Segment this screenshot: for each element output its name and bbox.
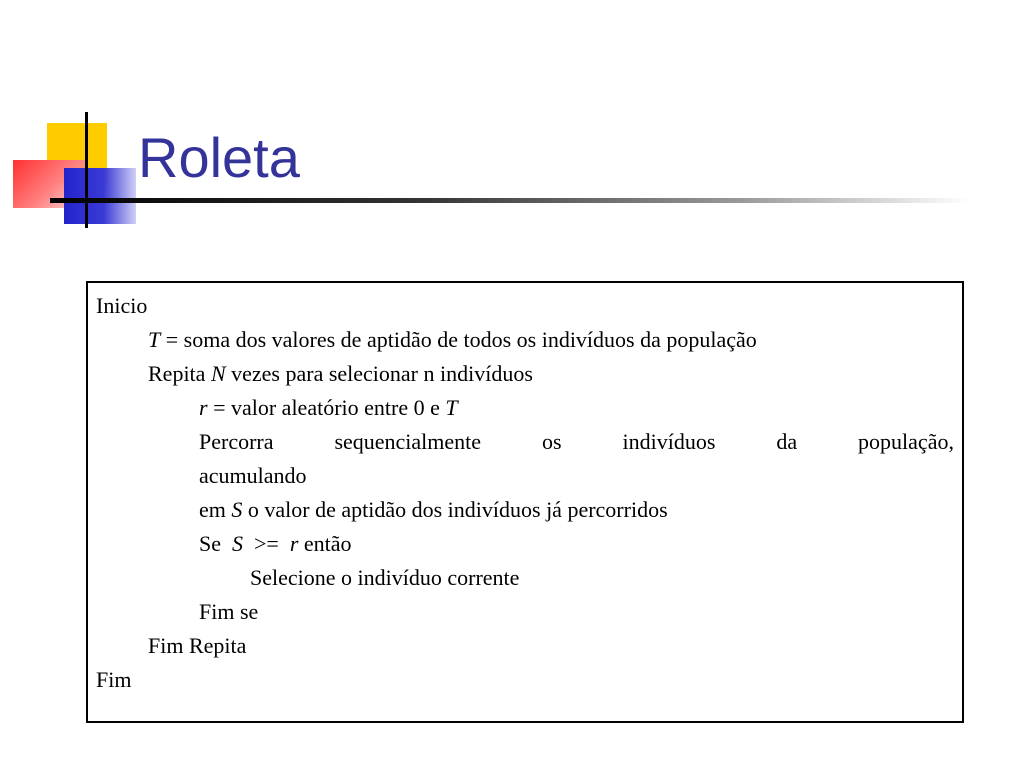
- logo-vertical-line: [85, 112, 88, 228]
- algo-select: Selecione o indivíduo corrente: [250, 565, 520, 590]
- algo-if-op: >=: [243, 531, 290, 556]
- algo-line-accumulate: [96, 493, 954, 527]
- algo-repeat-post: vezes para selecionar n indivíduos: [225, 361, 533, 386]
- algo-traverse-word: Percorra: [199, 429, 274, 454]
- algo-accumulate-post: o valor de aptidão dos indivíduos já percorridos: [242, 497, 668, 522]
- algo-line-endif: [96, 595, 954, 629]
- algo-random-text: = valor aleatório entre 0 e: [207, 395, 446, 420]
- algo-traverse-cont: acumulando: [199, 463, 307, 488]
- slide-logo-decoration: [0, 0, 150, 240]
- var-S-2: S: [232, 531, 243, 556]
- algo-line-traverse-cont: [96, 459, 954, 493]
- algo-line-repeat: [96, 357, 954, 391]
- algo-traverse-word: população,: [858, 429, 954, 454]
- algo-line-select: [96, 561, 954, 595]
- algo-traverse-word: sequencialmente: [334, 429, 482, 454]
- algo-endif: Fim se: [199, 599, 259, 624]
- algo-line-if: [96, 527, 954, 561]
- algo-traverse-word: os: [542, 429, 562, 454]
- algo-line-random: [96, 391, 954, 425]
- algo-line-traverse: [96, 425, 954, 459]
- algo-total-text: = soma dos valores de aptidão de todos os indivíduos da população: [160, 327, 757, 352]
- algo-accumulate-pre: em: [199, 497, 232, 522]
- algo-traverse-word: da: [776, 429, 798, 454]
- var-r-2: r: [289, 531, 299, 556]
- var-T-2: T: [445, 395, 458, 420]
- var-r: r: [199, 395, 208, 420]
- logo-blue-square: [64, 168, 136, 224]
- algo-line-end: [96, 663, 954, 697]
- algo-if-pre: Se: [199, 531, 232, 556]
- slide-title: Roleta: [138, 126, 300, 189]
- algo-if-post: então: [298, 531, 352, 556]
- var-N: N: [210, 361, 226, 386]
- algo-line-endrepeat: [96, 629, 954, 663]
- algo-line-begin: [96, 289, 954, 323]
- algo-endrepeat: Fim Repita: [148, 633, 247, 658]
- algo-traverse-word: indivíduos: [622, 429, 716, 454]
- algorithm-text: [96, 289, 954, 697]
- var-S: S: [231, 497, 243, 522]
- algo-line-total: [96, 323, 954, 357]
- algo-repeat-pre: Repita: [148, 361, 211, 386]
- title-underline: [50, 198, 970, 203]
- var-T: T: [148, 327, 161, 352]
- algo-begin: Inicio: [96, 293, 148, 318]
- algo-end: Fim: [96, 667, 132, 692]
